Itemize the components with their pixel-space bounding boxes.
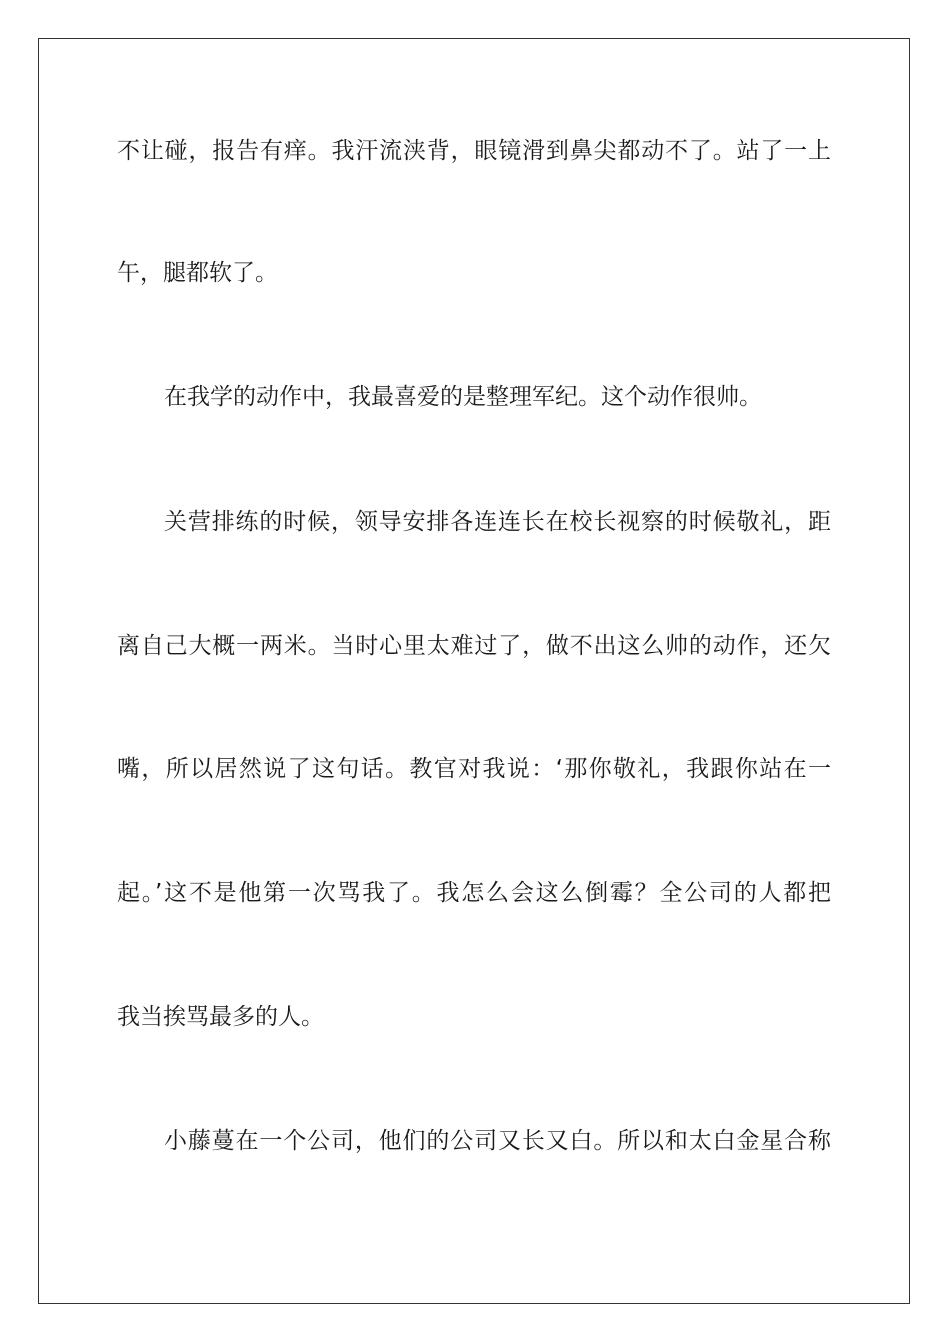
- text-line: 离自己大概一两米。当时心里太难过了，做不出这么帅的动作，还欠: [117, 633, 831, 659]
- paragraph-start-line: 关营排练的时候，领导安排各连连长在校长视察的时候敬礼，距: [164, 509, 831, 535]
- text-line: 嘴，所以居然说了这句话。教官对我说：‘那你敬礼，我跟你站在一: [117, 756, 831, 782]
- text-line: 我当挨骂最多的人。: [117, 1004, 324, 1030]
- page-border: [38, 38, 910, 1304]
- text-line: 不让碰，报告有痒。我汗流浃背，眼镜滑到鼻尖都动不了。站了一上: [117, 138, 831, 164]
- text-line: 起。’这不是他第一次骂我了。我怎么会这么倒霉？全公司的人都把: [117, 880, 831, 906]
- text-line: 午，腿都软了。: [117, 260, 278, 286]
- paragraph-start-line: 小藤蔓在一个公司，他们的公司又长又白。所以和太白金星合称: [164, 1128, 831, 1154]
- paragraph-start-line: 在我学的动作中，我最喜爱的是整理军纪。这个动作很帅。: [164, 384, 762, 410]
